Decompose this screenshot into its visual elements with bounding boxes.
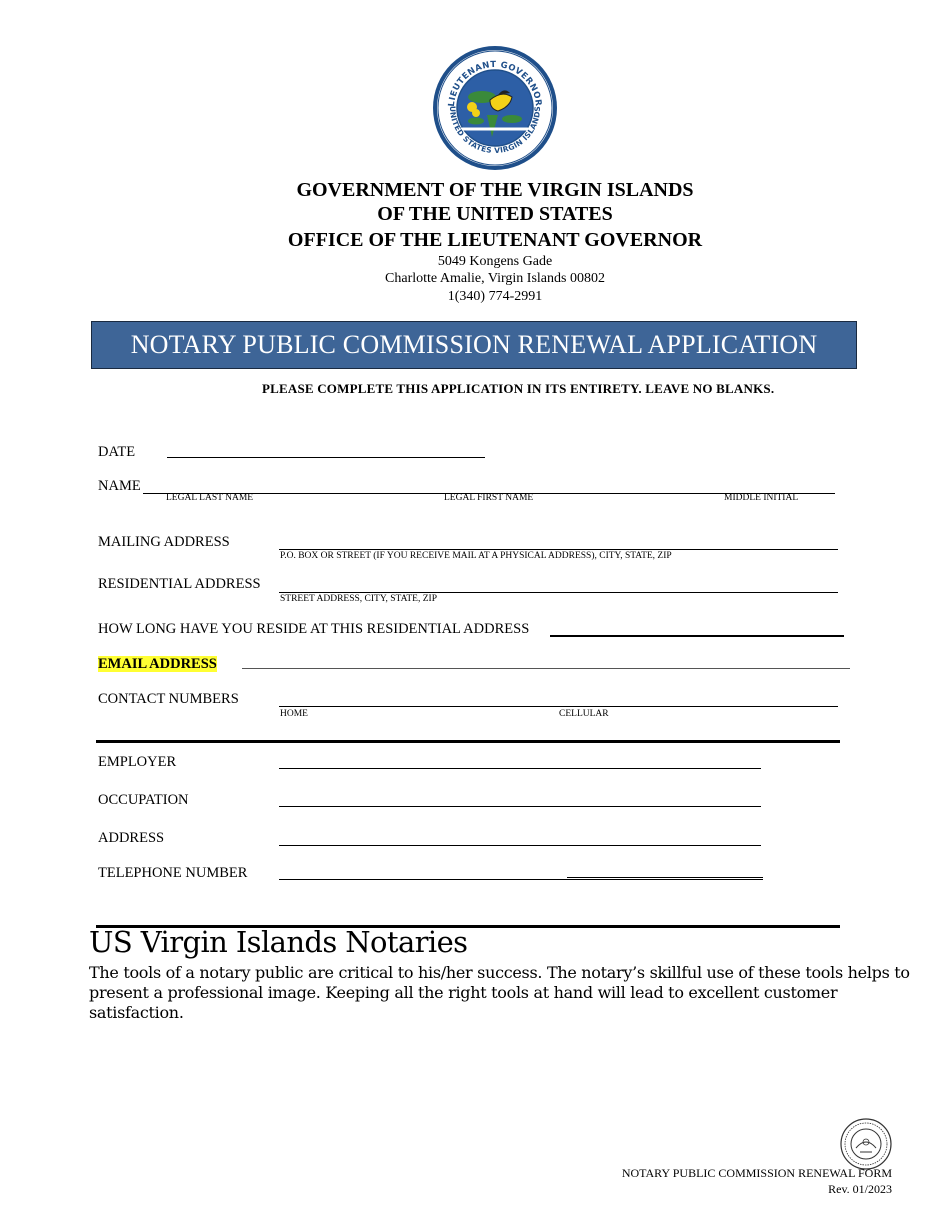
occupation-label: OCCUPATION (98, 792, 189, 808)
info-heading: US Virgin Islands Notaries (89, 925, 468, 959)
mailing-address-sub: P.O. BOX OR STREET (IF YOU RECEIVE MAIL AT A PHYSICAL ADDRESS), CITY, STATE, ZIP (280, 551, 672, 561)
section-divider (96, 740, 840, 743)
name-sub-middle: MIDDLE INITIAL (724, 493, 799, 503)
telephone-number-extra-line (567, 877, 763, 878)
svg-text:UNITED STATES VIRGIN ISLANDS: UNITED STATES VIRGIN ISLANDS (447, 105, 543, 156)
date-label: DATE (98, 444, 136, 460)
info-paragraph: The tools of a notary public are critical to his/her success. The notary’s skillful use of these tools helps to present a professional image. Keeping all the right tools at hand will lead to excellent customer satisfaction. (89, 963, 910, 1022)
contact-numbers-field[interactable] (279, 706, 838, 707)
telephone-number-label: TELEPHONE NUMBER (98, 865, 248, 881)
residential-address-label: RESIDENTIAL ADDRESS (98, 576, 261, 592)
employer-address-label: ADDRESS (98, 830, 165, 846)
contact-sub-home: HOME (280, 709, 308, 719)
footer-seal-icon (840, 1118, 892, 1170)
residence-duration-field[interactable] (550, 635, 844, 637)
header-office: OFFICE OF THE LIEUTENANT GOVERNOR (287, 229, 703, 251)
residential-address-field[interactable] (279, 592, 838, 593)
lieutenant-governor-seal (432, 45, 558, 171)
name-label: NAME (98, 478, 141, 494)
residential-address-sub: STREET ADDRESS, CITY, STATE, ZIP (280, 594, 437, 604)
form-title-banner: NOTARY PUBLIC COMMISSION RENEWAL APPLICATION (91, 321, 857, 369)
email-address-label: EMAIL ADDRESS (98, 656, 217, 672)
telephone-number-field[interactable] (279, 879, 763, 880)
email-address-field[interactable] (242, 668, 850, 669)
svg-text:LIEUTENANT GOVERNOR: LIEUTENANT GOVERNOR (446, 59, 544, 108)
header-government: GOVERNMENT OF THE VIRGIN ISLANDS (296, 179, 694, 201)
name-sub-last: LEGAL LAST NAME (166, 493, 254, 503)
header-city: Charlotte Amalie, Virgin Islands 00802 (385, 271, 605, 286)
employer-label: EMPLOYER (98, 754, 177, 770)
contact-numbers-label: CONTACT NUMBERS (98, 691, 239, 707)
residence-duration-label: HOW LONG HAVE YOU RESIDE AT THIS RESIDENTIAL ADDRESS (98, 621, 530, 637)
employer-field[interactable] (279, 768, 761, 769)
footer-revision: Rev. 01/2023 (828, 1182, 892, 1196)
header-phone: 1(340) 774-2991 (447, 289, 543, 304)
footer-form-name: NOTARY PUBLIC COMMISSION RENEWAL FORM (621, 1166, 892, 1180)
mailing-address-field[interactable] (279, 549, 838, 550)
date-field[interactable] (167, 457, 485, 458)
instructions: PLEASE COMPLETE THIS APPLICATION IN ITS ENTIRETY. LEAVE NO BLANKS. (262, 381, 775, 396)
header-street: 5049 Kongens Gade (437, 254, 553, 269)
occupation-field[interactable] (279, 806, 761, 807)
contact-sub-cellular: CELLULAR (559, 709, 609, 719)
name-sub-first: LEGAL FIRST NAME (444, 493, 534, 503)
employer-address-field[interactable] (279, 845, 761, 846)
mailing-address-label: MAILING ADDRESS (98, 534, 230, 550)
header-country: OF THE UNITED STATES (377, 203, 613, 225)
